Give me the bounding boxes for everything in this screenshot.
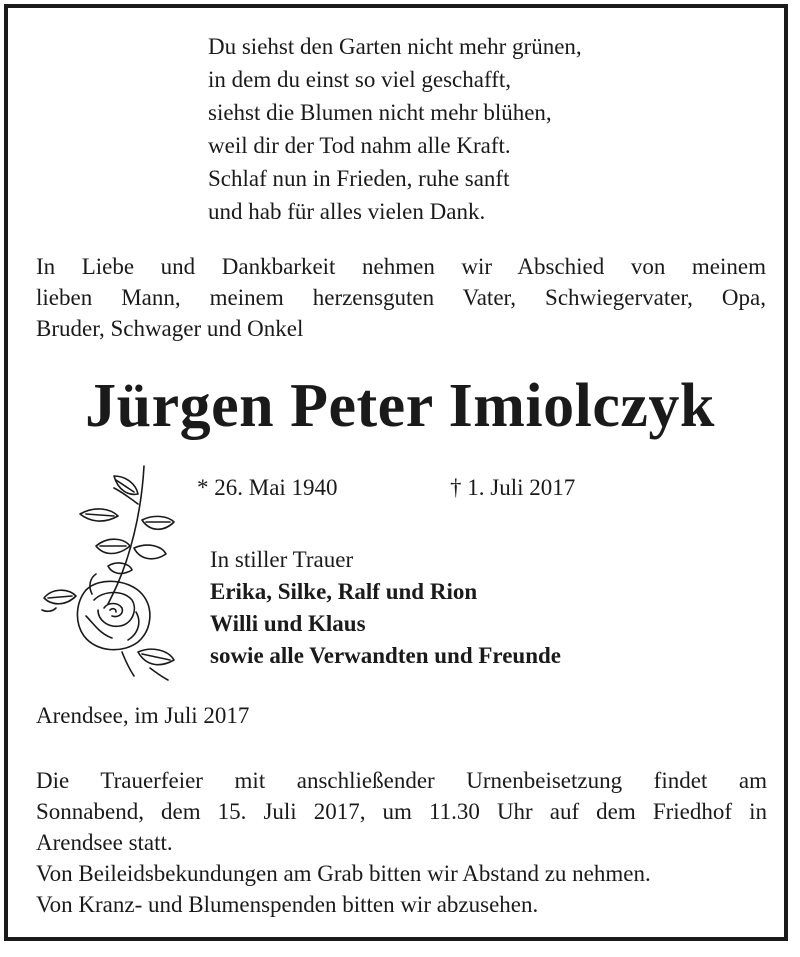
- service-line: Arendsee statt.: [36, 830, 173, 855]
- poem: [208, 30, 582, 228]
- service-info: [36, 765, 767, 920]
- poem-line: siehst die Blumen nicht mehr blühen,: [208, 100, 552, 125]
- mourners-block: [210, 544, 561, 672]
- death-date: † 1. Juli 2017: [450, 475, 576, 500]
- service-line: Sonnabend, dem 15. Juli 2017, um 11.30 Uhr auf dem Friedhof in: [36, 799, 767, 824]
- mourner-names: Willi und Klaus: [210, 611, 366, 636]
- intro-line: Bruder, Schwager und Onkel: [36, 316, 304, 341]
- rose-icon: [38, 462, 180, 684]
- poem-line: weil dir der Tod nahm alle Kraft.: [208, 133, 511, 158]
- service-line: Von Kranz- und Blumenspenden bitten wir abzusehen.: [36, 892, 539, 917]
- mourners-heading: In stiller Trauer: [210, 547, 354, 572]
- mourner-names: sowie alle Verwandten und Freunde: [210, 643, 562, 668]
- poem-line: und hab für alles vielen Dank.: [208, 199, 486, 224]
- place-date: Arendsee, im Juli 2017: [36, 703, 250, 728]
- deceased-name: Jürgen Peter Imiolczyk: [85, 372, 715, 440]
- mourner-names: Erika, Silke, Ralf und Rion: [210, 579, 478, 604]
- intro-line: lieben Mann, meinem herzensguten Vater, Schwiegervater, Opa,: [36, 285, 766, 310]
- intro-text: [36, 251, 766, 344]
- poem-line: Schlaf nun in Frieden, ruhe sanft: [208, 166, 510, 191]
- service-line: Von Beileidsbekundungen am Grab bitten wir Abstand zu nehmen.: [36, 861, 651, 886]
- poem-line: Du siehst den Garten nicht mehr grünen,: [208, 34, 582, 59]
- intro-line: In Liebe und Dankbarkeit nehmen wir Abschied von meinem: [36, 254, 766, 279]
- birth-date: * 26. Mai 1940: [197, 475, 338, 500]
- service-line: Die Trauerfeier mit anschließender Urnenbeisetzung findet am: [36, 768, 767, 793]
- poem-line: in dem du einst so viel geschafft,: [208, 67, 511, 92]
